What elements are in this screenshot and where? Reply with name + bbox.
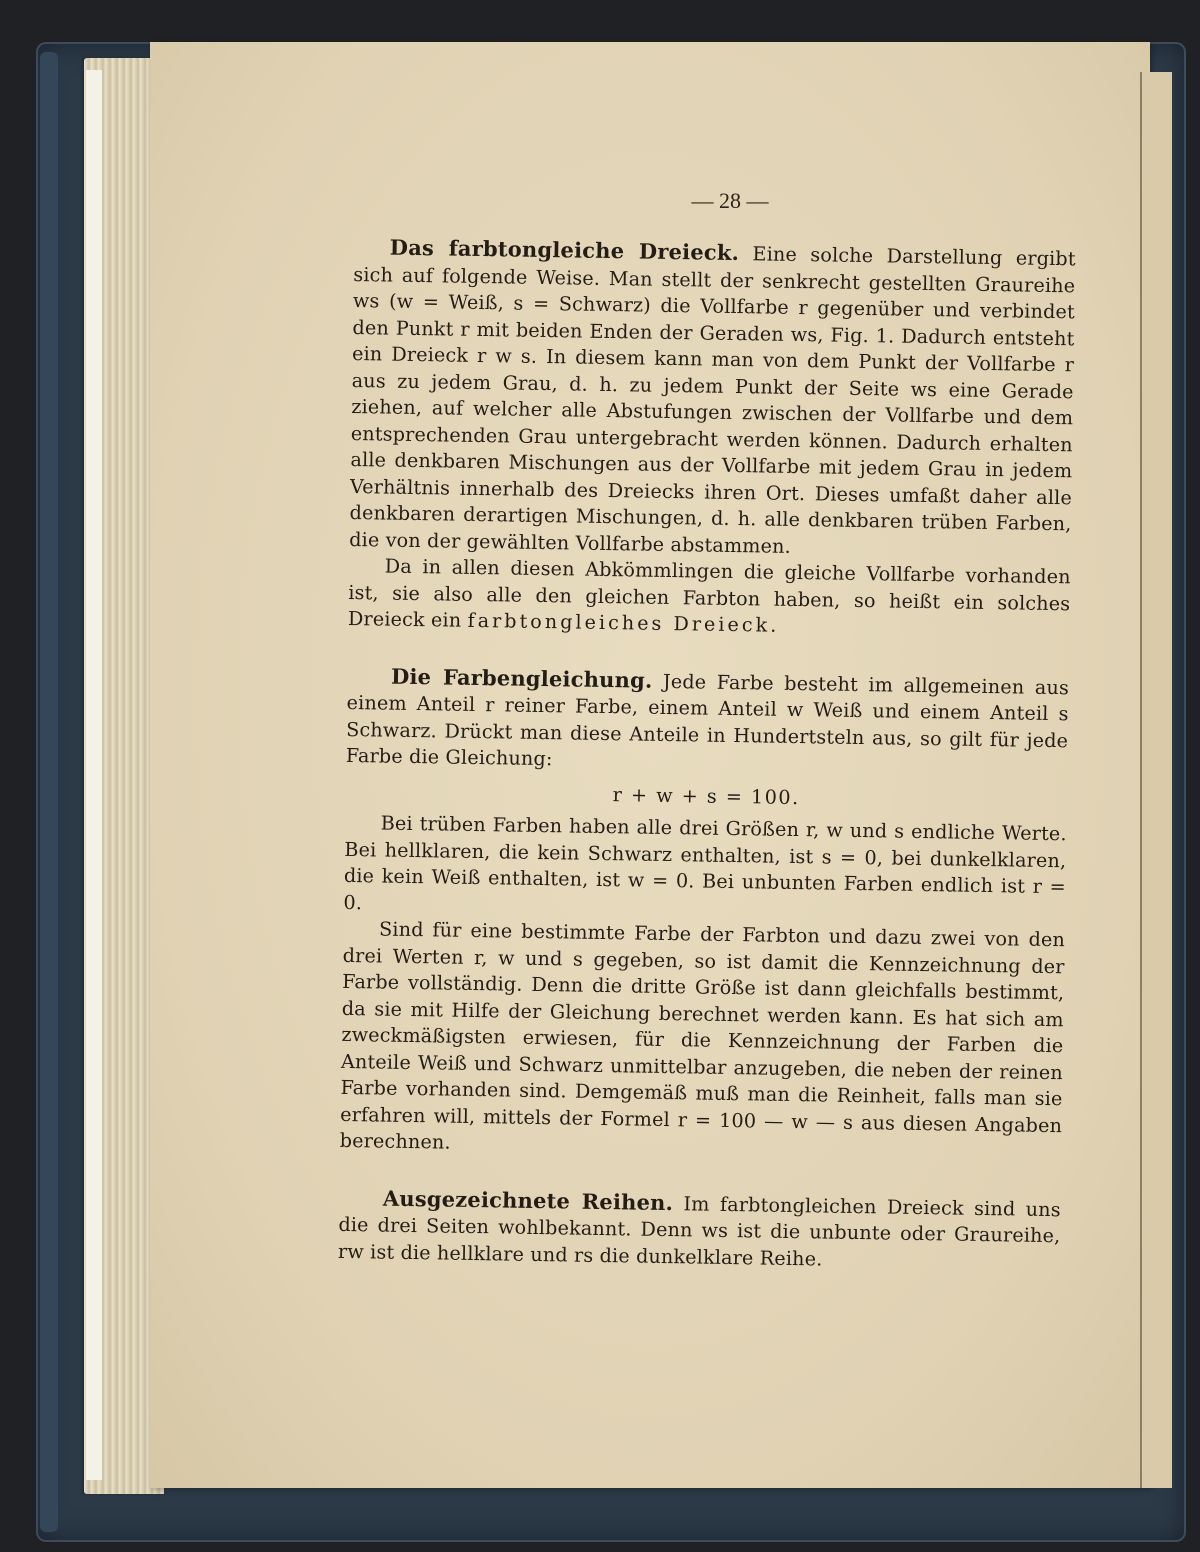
- paragraph: [348, 553, 1071, 644]
- paragraph-text: Da in allen diesen Abkömmlingen die gleiche Vollfarbe vorhanden ist, sie also alle den gleichen Farbton haben, so heißt ein solches Dreieck ein: [347, 554, 1071, 632]
- section-heading: Ausgezeichnete Reihen.: [382, 1185, 674, 1215]
- page-stack-inner: [86, 70, 102, 1480]
- paragraph: Bei trüben Farben haben alle drei Größen r, w und s endliche Werte. Bei hellklaren, die kein Schwarz enthalten, ist s = 0, bei dunkelklaren, die kein Weiß enthalten, ist w = 0. Bei unbunten Farben endlich ist r = 0.: [343, 811, 1067, 914]
- page-body: [338, 234, 1076, 1276]
- paragraph: Sind für eine bestimmte Farbe der Farbton und dazu zwei von den drei Werten r, w und s gegeben, so ist damit die Kennzeichnung der Farbe vollständig. Denn die dritte Größe ist dann gleichfalls bestimmt, da sie mit Hilfe der Gleichung berechnet werden kann. Es hat sich am zweckmäßigsten erwiesen, für die Kennzeichnung der Farben die Anteile Weiß und Schwarz unmittelbar anzugeben, die neben der reinen Farbe vorhanden sind. Demgemäß muß man die Reinheit, falls man sie erfahren will, mittels der Formel r = 100 — w — s aus diesen Angaben berechnen.: [339, 917, 1066, 1154]
- equation: r + w + s = 100.: [612, 782, 800, 809]
- section-paragraph: [349, 234, 1076, 564]
- section-heading: Die Farbengleichung.: [390, 663, 653, 693]
- paragraph-text-end: .: [770, 613, 777, 637]
- section-heading: Das farbtongleiche Dreieck.: [389, 234, 740, 266]
- facing-page-edge: [1140, 72, 1172, 1488]
- section-paragraph: [338, 1184, 1061, 1276]
- page-number: — 28 —: [691, 188, 769, 213]
- paragraph-text: Eine solche Darstellung ergibt sich auf folgende Weise. Man stellt der senkrecht gestellten Graureihe ws (w = Weiß, s = Schwarz) die Vollfarbe r gegenüber und verbindet den Punkt r mit beiden Enden der Geraden ws, Fig. 1. Dadurch entsteht ein Dreieck r w s. In diesem kann man von dem Punkt der Vollfarbe r aus zu jedem Grau, d. h. zu jedem Punkt der Seite ws eine Gerade ziehen, auf welcher alle Abstufungen zwischen der Vollfarbe und dem entsprechenden Grau untergebracht werden können. Dadurch erhalten alle denkbaren Mischungen aus der Vollfarbe mit jedem Grau in jedem Verhältnis innerhalb des Dreiecks ihren Ort. Dieses umfaßt daher alle denkbaren derartigen Mischungen, d. h. alle denkbaren trüben Farben, die von der gewählten Vollfarbe abstammen.: [349, 242, 1076, 558]
- paragraph-text: Jede Farbe besteht im allgemeinen aus einem Anteil r reiner Farbe, einem Anteil w Weiß und einem Anteil s Schwarz. Drückt man diese Anteile in Hundertsteln aus, so gilt für jede Farbe die Gleichung:: [345, 669, 1070, 771]
- paragraph-text: Im farbtongleichen Dreieck sind uns die drei Seiten wohlbekannt. Denn ws ist die unbunte oder Graureihe, rw ist die hellklare und rs die dunkelklare Reihe.: [337, 1191, 1061, 1270]
- emphasis-term: farbtongleiches Dreieck: [467, 608, 771, 637]
- book-spine-edge: [40, 52, 58, 1532]
- section-paragraph: [346, 662, 1070, 780]
